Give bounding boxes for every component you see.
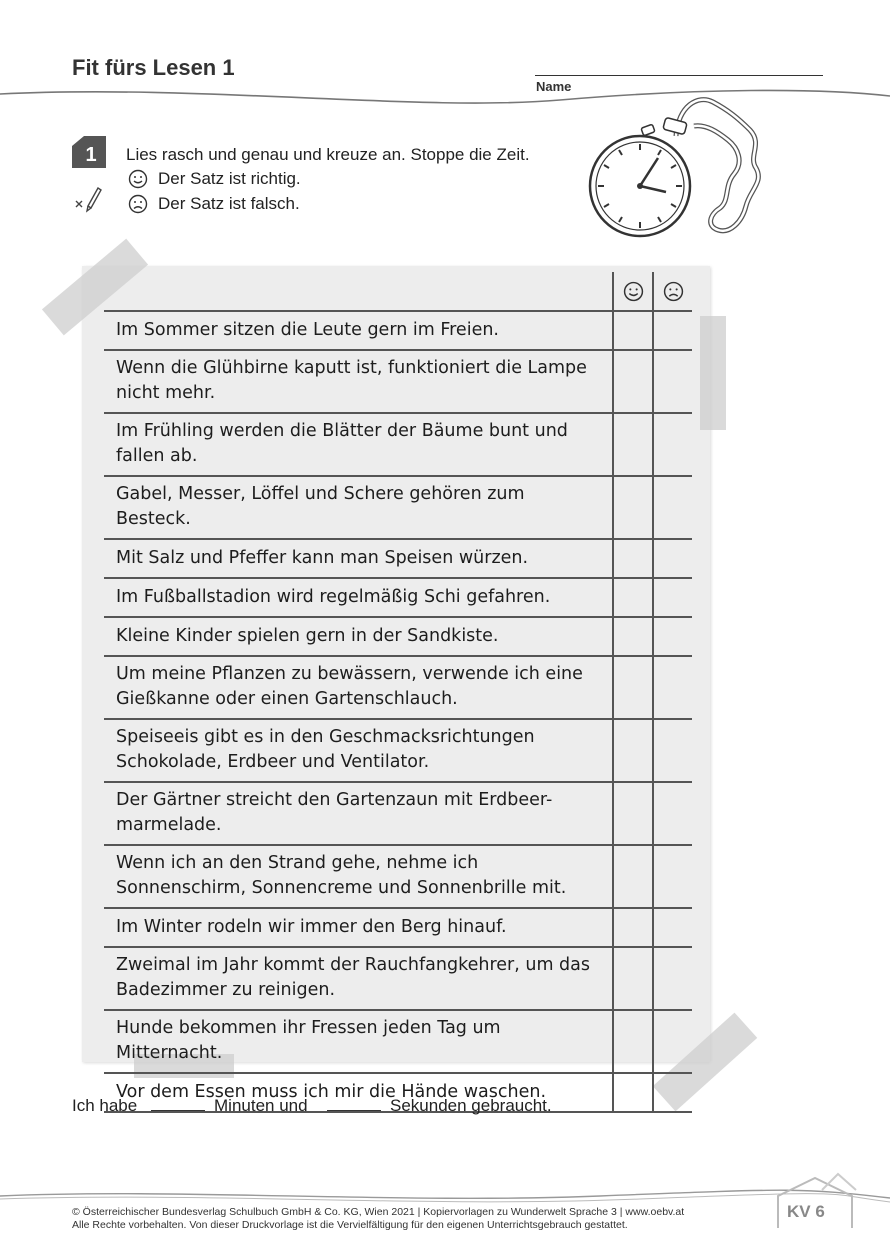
sentence-text: Im Fußballstadion wird regelmäßig Schi gefahren.	[104, 578, 613, 617]
sentence-text: Hunde bekommen ihr Fressen jeden Tag um Mitternacht.	[104, 1010, 613, 1073]
table-row	[104, 311, 692, 350]
sentence-text: Wenn ich an den Strand gehe, nehme ich Sonnenschirm, Sonnencreme und Sonnenbrille mit.	[104, 845, 613, 908]
sentence-table	[104, 272, 692, 1113]
check-correct[interactable]	[613, 617, 653, 656]
sentence-text: Der Gärtner streicht den Gartenzaun mit Erdbeer-marmelade.	[104, 782, 613, 845]
check-correct[interactable]	[613, 1073, 653, 1112]
name-label: Name	[536, 79, 572, 94]
stopwatch-icon	[588, 96, 768, 246]
table-row	[104, 476, 692, 539]
sentence-text: Im Frühling werden die Blätter der Bäume bunt und fallen ab.	[104, 413, 613, 476]
table-row	[104, 1010, 692, 1073]
check-wrong[interactable]	[653, 947, 692, 1010]
task-instruction: Lies rasch und genau und kreuze an. Stoppe die Zeit.	[126, 145, 530, 164]
minutes-blank[interactable]	[151, 1110, 205, 1111]
legend-wrong	[128, 194, 300, 214]
check-wrong[interactable]	[653, 1010, 692, 1073]
check-wrong[interactable]	[653, 413, 692, 476]
check-correct[interactable]	[613, 413, 653, 476]
page-code: KV 6	[787, 1202, 825, 1221]
check-wrong[interactable]	[653, 476, 692, 539]
check-wrong[interactable]	[653, 908, 692, 947]
check-wrong[interactable]	[653, 617, 692, 656]
tape-right	[700, 316, 726, 430]
footer-line-2: Alle Rechte vorbehalten. Von dieser Druckvorlage ist die Vervielfältigung für den eigenen Unterrichtsgebrauch gestattet.	[72, 1219, 628, 1231]
table-row	[104, 719, 692, 782]
check-wrong[interactable]	[653, 719, 692, 782]
table-row	[104, 656, 692, 719]
legend-correct	[128, 169, 301, 189]
check-correct[interactable]	[613, 539, 653, 578]
check-wrong[interactable]	[653, 845, 692, 908]
check-correct[interactable]	[613, 1010, 653, 1073]
time-middle: Minuten und	[214, 1096, 308, 1115]
sentence-text: Zweimal im Jahr kommt der Rauchfangkehrer, um das Badezimmer zu reinigen.	[104, 947, 613, 1010]
header-wrong	[653, 272, 692, 311]
check-wrong[interactable]	[653, 350, 692, 413]
sentence-text: Speiseeis gibt es in den Geschmacksrichtungen Schokolade, Erdbeer und Ventilator.	[104, 719, 613, 782]
check-wrong[interactable]	[653, 311, 692, 350]
check-wrong[interactable]	[653, 1073, 692, 1112]
check-correct[interactable]	[613, 656, 653, 719]
smiley-icon	[128, 169, 148, 189]
sentence-text: Gabel, Messer, Löffel und Schere gehören zum Besteck.	[104, 476, 613, 539]
check-correct[interactable]	[613, 947, 653, 1010]
table-row	[104, 947, 692, 1010]
table-row	[104, 539, 692, 578]
table-row	[104, 845, 692, 908]
check-wrong[interactable]	[653, 578, 692, 617]
sentence-text: Kleine Kinder spielen gern in der Sandkiste.	[104, 617, 613, 656]
table-row	[104, 782, 692, 845]
sentence-text: Vor dem Essen muss ich mir die Hände waschen.	[104, 1073, 613, 1112]
worksheet-title: Fit fürs Lesen 1	[72, 55, 235, 80]
sentence-text: Im Winter rodeln wir immer den Berg hinauf.	[104, 908, 613, 947]
check-correct[interactable]	[613, 845, 653, 908]
check-correct[interactable]	[613, 908, 653, 947]
svg-text:1: 1	[85, 144, 97, 166]
check-correct[interactable]	[613, 311, 653, 350]
footer-copyright	[72, 1206, 684, 1232]
legend-correct-text: Der Satz ist richtig.	[158, 169, 301, 188]
check-wrong[interactable]	[653, 539, 692, 578]
table-row	[104, 350, 692, 413]
check-correct[interactable]	[613, 782, 653, 845]
check-correct[interactable]	[613, 719, 653, 782]
check-correct[interactable]	[613, 350, 653, 413]
table-row	[104, 578, 692, 617]
check-wrong[interactable]	[653, 782, 692, 845]
smiley-icon	[623, 281, 644, 302]
name-input-line[interactable]	[535, 75, 823, 76]
table-header	[104, 272, 692, 311]
seconds-blank[interactable]	[327, 1110, 381, 1111]
table-row	[104, 908, 692, 947]
check-correct[interactable]	[613, 578, 653, 617]
sentence-text: Im Sommer sitzen die Leute gern im Freien.	[104, 311, 613, 350]
legend-wrong-text: Der Satz ist falsch.	[158, 194, 300, 213]
time-suffix: Sekunden gebraucht.	[390, 1096, 552, 1115]
frown-icon	[128, 194, 148, 214]
frown-icon	[663, 281, 684, 302]
task-number-badge	[72, 136, 106, 168]
sentence-text: Um meine Pflanzen zu bewässern, verwende ich eine Gießkanne oder einen Gartenschlauch.	[104, 656, 613, 719]
table-row	[104, 617, 692, 656]
sentence-text: Wenn die Glühbirne kaputt ist, funktioniert die Lampe nicht mehr.	[104, 350, 613, 413]
header-correct	[613, 272, 653, 311]
pencil-icon	[74, 184, 104, 214]
check-correct[interactable]	[613, 476, 653, 539]
check-wrong[interactable]	[653, 656, 692, 719]
time-prefix: Ich habe	[72, 1096, 138, 1115]
footer-line-1: © Österreichischer Bundesverlag Schulbuch GmbH & Co. KG, Wien 2021 | Kopiervorlagen zu Wunderwelt Sprache 3 | www.oebv.at	[72, 1206, 685, 1218]
header-empty	[104, 272, 613, 311]
table-row	[104, 413, 692, 476]
sentence-text: Mit Salz und Pfeffer kann man Speisen würzen.	[104, 539, 613, 578]
